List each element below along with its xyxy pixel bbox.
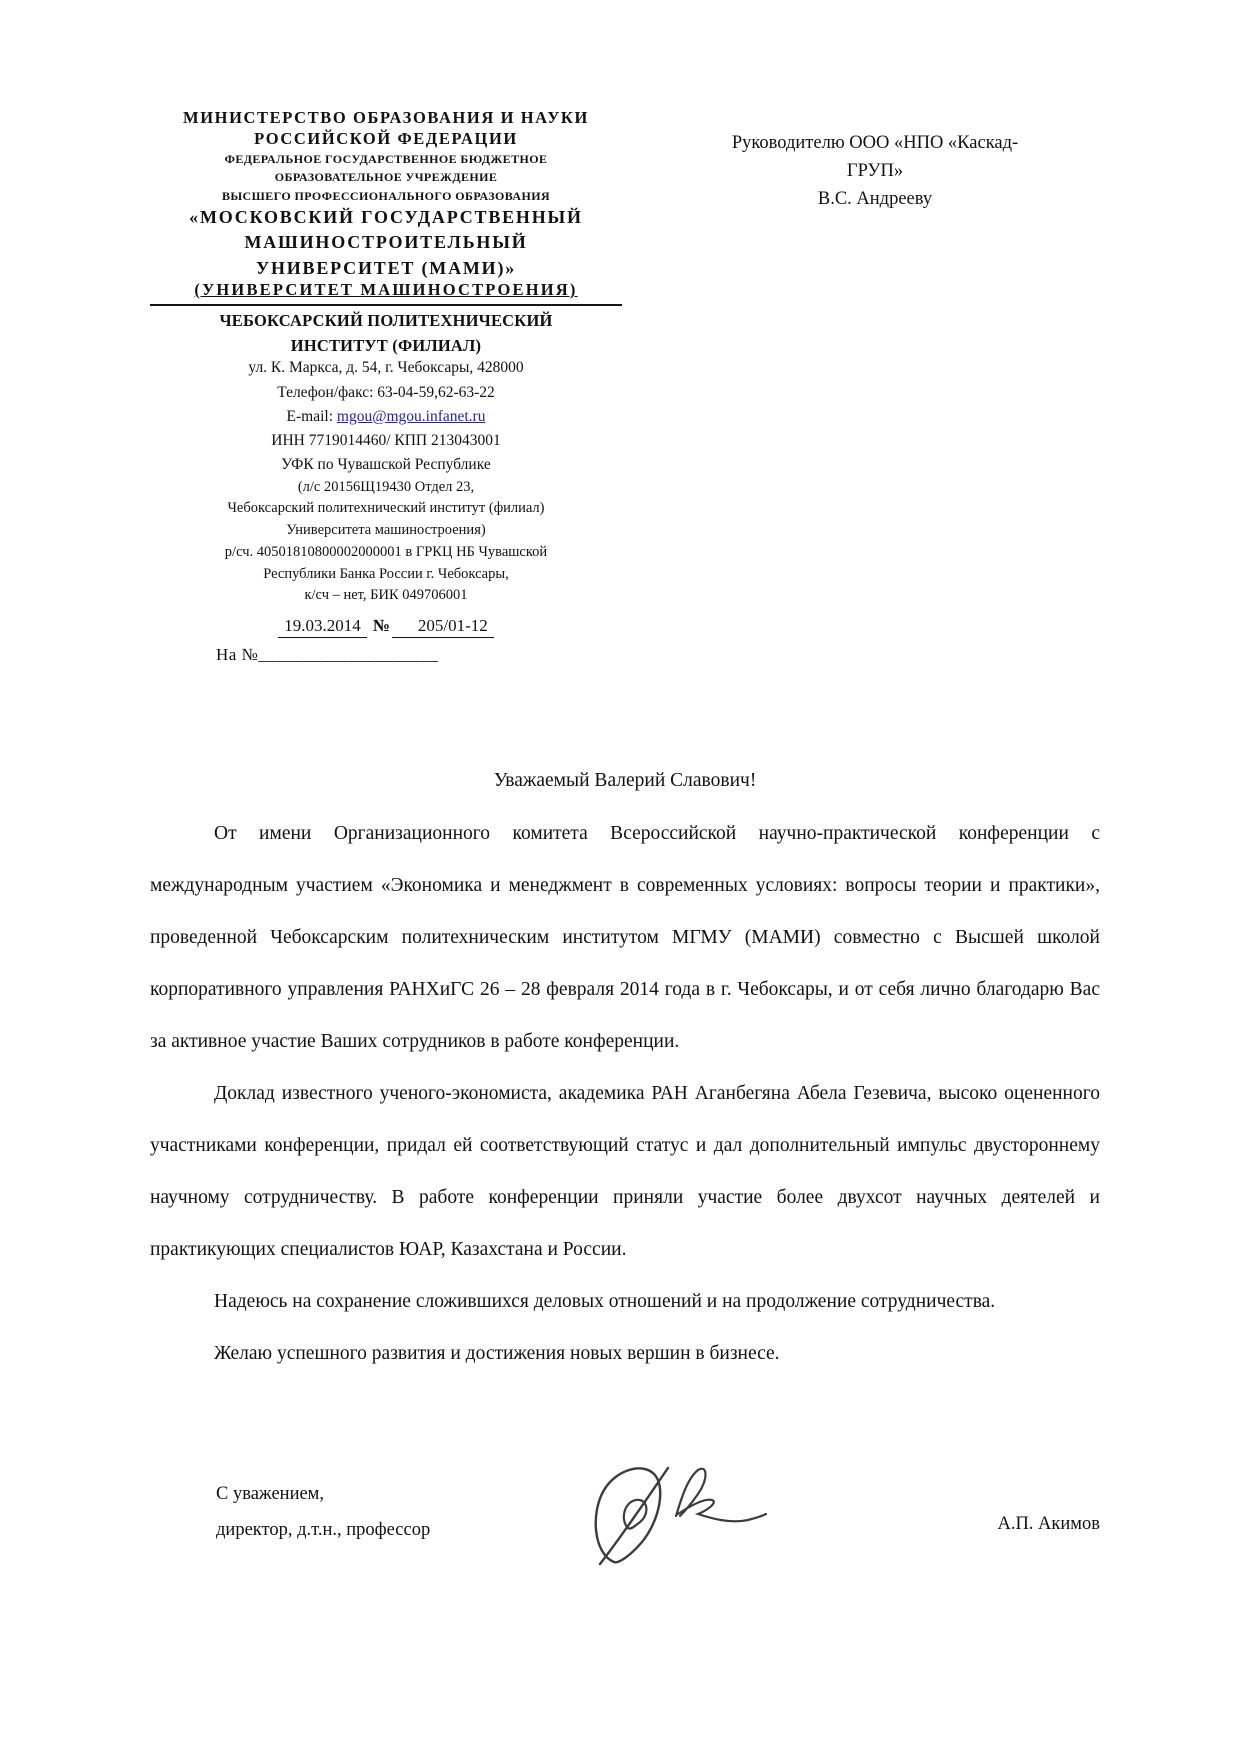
handwritten-signature-icon	[580, 1458, 770, 1583]
letter-body	[150, 808, 1100, 1380]
institute-name-line1: ЧЕБОКСАРСКИЙ ПОЛИТЕХНИЧЕСКИЙ	[219, 310, 553, 330]
date-field: 19.03.2014	[278, 615, 367, 638]
inn-kpp-line: ИНН 7719014460/ КПП 213043001	[271, 431, 501, 449]
org-type-line1: ФЕДЕРАЛЬНОЕ ГОСУДАРСТВЕННОЕ БЮДЖЕТНОЕ	[224, 152, 548, 167]
account-line-6: к/сч – нет, БИК 049706001	[304, 587, 468, 604]
ufk-line: УФК по Чувашской Республике	[281, 455, 491, 473]
signature-block	[150, 1476, 1100, 1583]
salutation: Уважаемый Валерий Славович!	[493, 769, 757, 791]
phone-line: Телефон/факс: 63-04-59,62-63-22	[277, 383, 495, 401]
recipient-line1: Руководителю ООО «НПО «Каскад-	[731, 133, 1019, 153]
org-type-line3: ВЫСШЕГО ПРОФЕССИОНАЛЬНОГО ОБРАЗОВАНИЯ	[221, 188, 551, 203]
signer-closing	[150, 1476, 430, 1548]
date-number-line	[150, 615, 622, 638]
closing-line: С уважением,	[216, 1483, 325, 1504]
ministry-name-line2: РОССИЙСКОЙ ФЕДЕРАЦИИ	[254, 128, 518, 148]
body-paragraph-1: От имени Организационного комитета Всероссийской научно-практической конференции с международным участием «Экономика и менеджмент в современных условиях: вопросы теории и практики», проведенной Чебоксарским политехническим институтом МГМУ (МАМИ) совместно с Высшей школой корпоративного управления РАНХиГС 26 – 28 февраля 2014 года в г. Чебоксары, и от себя лично благодарю Вас за активное участие Ваших сотрудников в работе конференции.	[150, 822, 1100, 1052]
ministry-name-line1: МИНИСТЕРСТВО ОБРАЗОВАНИЯ И НАУКИ	[183, 108, 589, 127]
university-name-line2: МАШИНОСТРОИТЕЛЬНЫЙ	[244, 232, 528, 253]
email-link[interactable]: mgou@mgou.infanet.ru	[336, 407, 486, 425]
ref-label: На №	[216, 645, 259, 665]
recipient-block	[650, 108, 1100, 213]
ref-blank-field: ____________________	[258, 645, 439, 665]
university-name-line3: УНИВЕРСИТЕТ (МАМИ)»	[255, 257, 517, 278]
letterhead-block	[150, 108, 622, 666]
address-line: ул. К. Маркса, д. 54, г. Чебоксары, 428000	[248, 359, 524, 377]
email-line	[150, 405, 622, 429]
signer-name: А.П. Акимов	[997, 1513, 1100, 1534]
institute-name-line2: ИНСТИТУТ (ФИЛИАЛ)	[290, 336, 482, 356]
letter-header	[150, 108, 1100, 666]
account-line-1: (л/с 20156Щ19430 Отдел 23,	[297, 478, 475, 495]
account-line-5: Республики Банка России г. Чебоксары,	[263, 565, 509, 582]
doc-number-field: 205/01-12	[392, 615, 494, 638]
signer-position: директор, д.т.н., профессор	[216, 1519, 431, 1540]
account-line-4: р/сч. 40501810800002000001 в ГРКЦ НБ Чувашской	[224, 543, 548, 560]
number-sign-label: №	[372, 616, 390, 636]
university-name-line1: «МОСКОВСКИЙ ГОСУДАРСТВЕННЫЙ	[189, 206, 583, 227]
body-paragraph-3: Надеюсь на сохранение сложившихся деловых отношений и на продолжение сотрудничества.	[214, 1290, 996, 1312]
email-label: E-mail:	[286, 407, 337, 425]
account-line-3: Университета машиностроения)	[286, 522, 486, 539]
recipient-line2: ГРУП»	[846, 160, 904, 181]
recipient-line3: В.С. Андрееву	[817, 188, 933, 209]
ref-number-line	[150, 644, 622, 665]
body-paragraph-4: Желаю успешного развития и достижения новых вершин в бизнесе.	[214, 1342, 780, 1364]
body-paragraph-2: Доклад известного ученого-экономиста, академика РАН Аганбегяна Абела Гезевича, высоко оцененного участниками конференции, придал ей соответствующий статус и дал дополнительный импульс двустороннему научному сотрудничеству. В работе конференции приняли участие более двухсот научных деятелей и практикующих специалистов ЮАР, Казахстана и России.	[150, 1082, 1100, 1260]
org-type-line2: ОБРАЗОВАТЕЛЬНОЕ УЧРЕЖДЕНИЕ	[274, 170, 498, 185]
account-line-2: Чебоксарский политехнический институт (филиал)	[227, 500, 545, 517]
university-alt-name: (УНИВЕРСИТЕТ МАШИНОСТРОЕНИЯ)	[150, 280, 622, 306]
